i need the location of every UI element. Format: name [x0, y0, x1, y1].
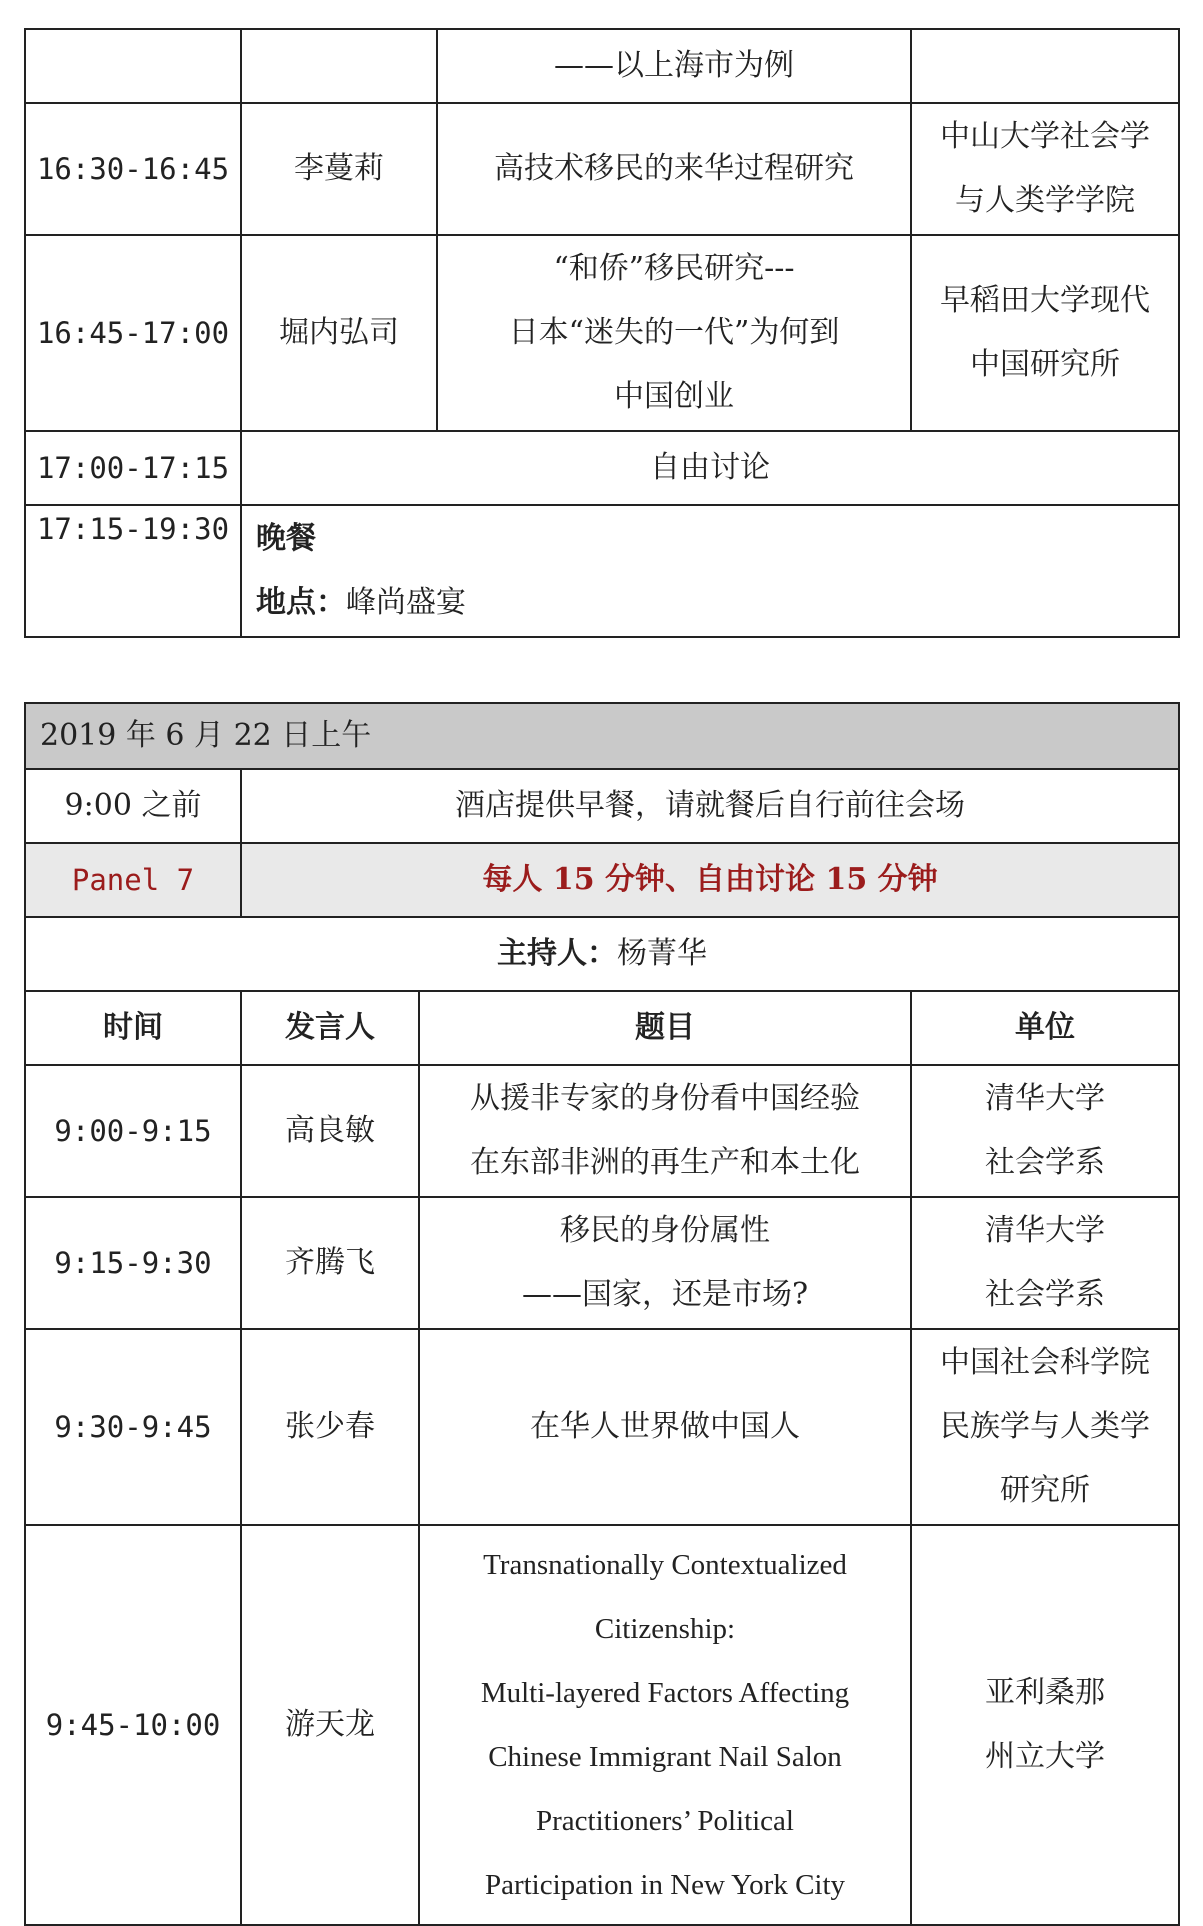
- speaker-cell: 堀内弘司: [241, 235, 437, 431]
- header-unit: 单位: [911, 991, 1179, 1065]
- date-header-row: [25, 703, 1179, 769]
- header-topic: 题目: [419, 991, 911, 1065]
- panel-rule: 每人 15 分钟、自由讨论 15 分钟: [241, 843, 1179, 917]
- topic-cell: 高技术移民的来华过程研究: [437, 103, 911, 235]
- speaker-cell: [241, 29, 437, 103]
- time-cell: 9:00-9:15: [25, 1065, 241, 1197]
- dinner-cell: [241, 505, 1179, 637]
- table-row: [25, 103, 1179, 235]
- header-speaker: 发言人: [241, 991, 419, 1065]
- topic-cell: Transnationally Contextualized Citizenship: Multi-layered Factors Affecting Chinese Immigrant Nail Salon Practitioners’ Political Participation in New York City: [419, 1525, 911, 1925]
- time-cell: 9:15-9:30: [25, 1197, 241, 1329]
- date-header: 2019 年 6 月 22 日上午: [25, 703, 1179, 769]
- table-row: [25, 1065, 1179, 1197]
- schedule-table-morning: [24, 702, 1180, 1926]
- unit-cell: 亚利桑那 州立大学: [911, 1525, 1179, 1925]
- unit-cell: 清华大学 社会学系: [911, 1065, 1179, 1197]
- host-row: [25, 917, 1179, 991]
- time-cell: [25, 29, 241, 103]
- unit-cell: 中国社会科学院 民族学与人类学 研究所: [911, 1329, 1179, 1525]
- topic-cell: 在华人世界做中国人: [419, 1329, 911, 1525]
- table-row: [25, 29, 1179, 103]
- unit-cell: 清华大学 社会学系: [911, 1197, 1179, 1329]
- time-cell: 17:15-19:30: [25, 505, 241, 637]
- speaker-cell: 高良敏: [241, 1065, 419, 1197]
- dinner-place: 地点：峰尚盛宴: [256, 585, 466, 620]
- time-cell: 16:30-16:45: [25, 103, 241, 235]
- host-cell: 主持人：杨菁华: [25, 917, 1179, 991]
- discussion-row: [25, 431, 1179, 505]
- table-row: [25, 235, 1179, 431]
- breakfast-row: [25, 769, 1179, 843]
- topic-cell: ——以上海市为例: [437, 29, 911, 103]
- panel-row: [25, 843, 1179, 917]
- speaker-cell: 李蔓莉: [241, 103, 437, 235]
- time-cell: 9:30-9:45: [25, 1329, 241, 1525]
- breakfast-cell: 酒店提供早餐，请就餐后自行前往会场: [241, 769, 1179, 843]
- header-time: 时间: [25, 991, 241, 1065]
- speaker-cell: 游天龙: [241, 1525, 419, 1925]
- dinner-title: 晚餐: [256, 521, 316, 556]
- topic-cell: “和侨”移民研究--- 日本“迷失的一代”为何到 中国创业: [437, 235, 911, 431]
- unit-cell: 中山大学社会学 与人类学学院: [911, 103, 1179, 235]
- unit-cell: 早稻田大学现代 中国研究所: [911, 235, 1179, 431]
- discussion-cell: 自由讨论: [241, 431, 1179, 505]
- table-row: [25, 1525, 1179, 1925]
- table-row: [25, 1197, 1179, 1329]
- speaker-cell: 齐腾飞: [241, 1197, 419, 1329]
- schedule-table-afternoon: [24, 28, 1180, 638]
- time-cell: 16:45-17:00: [25, 235, 241, 431]
- topic-cell: 移民的身份属性 ——国家，还是市场?: [419, 1197, 911, 1329]
- column-header-row: [25, 991, 1179, 1065]
- time-cell: 9:45-10:00: [25, 1525, 241, 1925]
- panel-label: Panel 7: [25, 843, 241, 917]
- topic-cell: 从援非专家的身份看中国经验 在东部非洲的再生产和本土化: [419, 1065, 911, 1197]
- table-row: [25, 1329, 1179, 1525]
- speaker-cell: 张少春: [241, 1329, 419, 1525]
- time-cell: 9:00 之前: [25, 769, 241, 843]
- unit-cell: [911, 29, 1179, 103]
- dinner-row: [25, 505, 1179, 637]
- time-cell: 17:00-17:15: [25, 431, 241, 505]
